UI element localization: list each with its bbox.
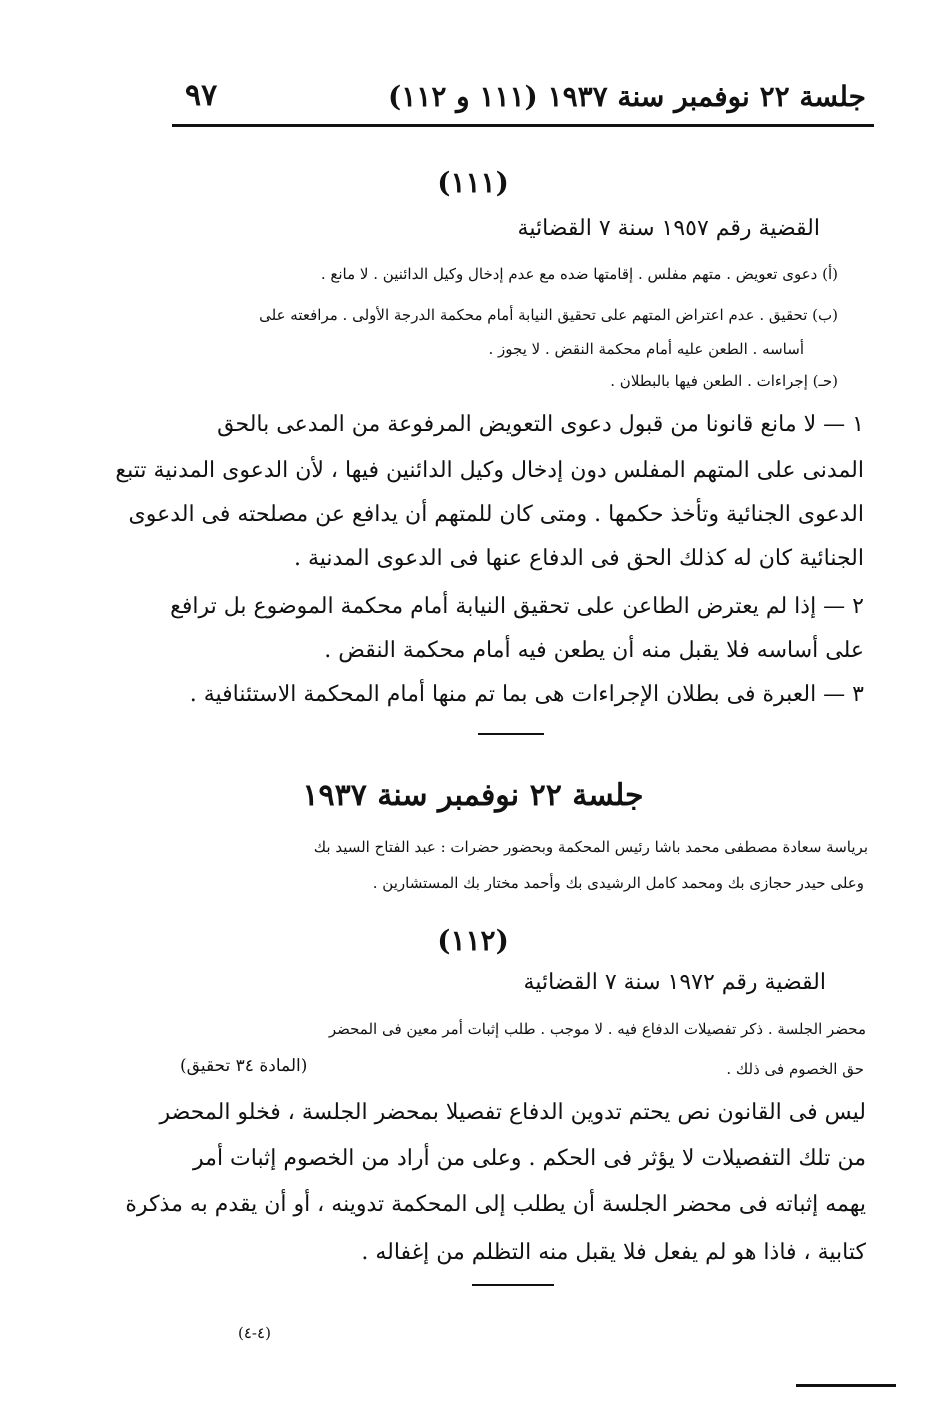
body-line: من تلك التفصيلات لا يؤثر فى الحكم . وعلى من أراد من الخصوم إثبات أمر xyxy=(193,1146,866,1171)
body-line: كتابية ، فاذا هو لم يفعل فلا يقبل منه التظلم من إغفاله . xyxy=(361,1240,866,1265)
body-line: الدعوى الجنائية وتأخذ حكمها . ومتى كان للمتهم أن يدافع عن مصلحته فى الدعوى xyxy=(128,502,864,527)
summary-line: محضر الجلسة . ذكر تفصيلات الدفاع فيه . لا موجب . طلب إثبات أمر معين فى المحضر xyxy=(328,1020,866,1038)
summary-line: (أ) دعوى تعويض . متهم مفلس . إقامتها ضده مع عدم إدخال وكيل الدائنين . لا مانع . xyxy=(320,265,838,283)
body-line: ٢ — إذا لم يعترض الطاعن على تحقيق النيابة أمام محكمة الموضوع بل ترافع xyxy=(170,594,864,619)
body-line: المدنى على المتهم المفلس دون إدخال وكيل الدائنين فيها ، لأن الدعوى المدنية تتبع xyxy=(115,458,864,483)
case-number-112: (١١٢) xyxy=(437,924,509,957)
running-header-title: جلسة ٢٢ نوفمبر سنة ١٩٣٧ (١١١ و ١١٢) xyxy=(388,80,866,113)
summary-line: (حـ) إجراءات . الطعن فيها بالبطلان . xyxy=(610,372,838,390)
body-line: على أساسه فلا يقبل منه أن يطعن فيه أمام محكمة النقض . xyxy=(324,638,864,663)
body-line: ١ — لا مانع قانونا من قبول دعوى التعويض المرفوعة من المدعى بالحق xyxy=(217,412,864,437)
body-line: الجنائية كان له كذلك الحق فى الدفاع عنها فى الدعوى المدنية . xyxy=(293,546,864,571)
case-number-111: (١١١) xyxy=(437,166,509,199)
footer-rule xyxy=(796,1384,896,1387)
section-separator xyxy=(472,1284,554,1286)
footer-signature-code: (٤-٤) xyxy=(238,1324,271,1342)
case-reference-111: القضية رقم ١٩٥٧ سنة ٧ القضائية xyxy=(517,216,820,241)
presidency-line: برياسة سعادة مصطفى محمد باشا رئيس المحكمة وبحضور حضرات : عبد الفتاح السيد بك xyxy=(313,838,868,856)
page-number: ٩٧ xyxy=(185,78,218,113)
body-line: ٣ — العبرة فى بطلان الإجراءات هى بما تم منها أمام المحكمة الاستئنافية . xyxy=(189,682,864,707)
presidency-line: وعلى حيدر حجازى بك ومحمد كامل الرشيدى بك وأحمد مختار بك المستشارين . xyxy=(372,874,864,892)
section-separator xyxy=(478,733,544,735)
body-line: ليس فى القانون نص يحتم تدوين الدفاع تفصيلا بمحضر الجلسة ، فخلو المحضر xyxy=(159,1100,866,1125)
summary-line: أساسه . الطعن عليه أمام محكمة النقض . لا يجوز . xyxy=(488,340,804,358)
summary-line: (ب) تحقيق . عدم اعتراض المتهم على تحقيق النيابة أمام محكمة الدرجة الأولى . مرافعته على xyxy=(259,306,838,324)
body-line: يهمه إثباته فى محضر الجلسة أن يطلب إلى المحكمة تدوينه ، أو أن يقدم به مذكرة xyxy=(125,1192,866,1217)
session-title: جلسة ٢٢ نوفمبر سنة ١٩٣٧ xyxy=(302,778,644,813)
header-rule xyxy=(172,124,874,127)
article-reference: (المادة ٣٤ تحقيق) xyxy=(180,1056,308,1076)
case-reference-112: القضية رقم ١٩٧٢ سنة ٧ القضائية xyxy=(523,970,826,995)
summary-line: حق الخصوم فى ذلك . xyxy=(726,1060,864,1078)
